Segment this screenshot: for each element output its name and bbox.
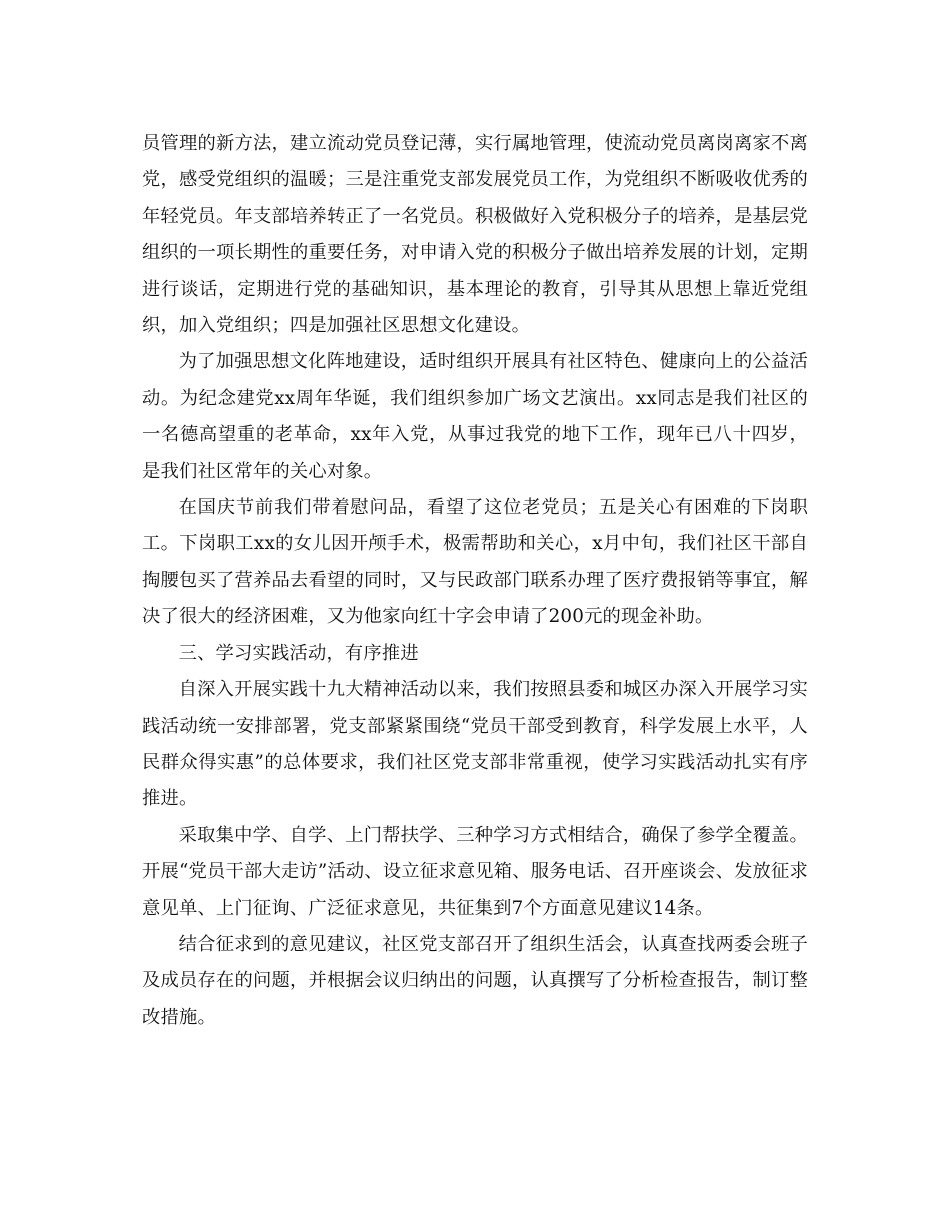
section-heading: 三、学习实践活动，有序推进	[178, 642, 419, 664]
paragraph-1: 员管理的新方法，建立流动党员登记薄，实行属地管理，使流动党员离岗离家不离党，感受党组织的温暖；三是注重党支部发展党员工作，为党组织不断吸收优秀的年轻党员。年支部培养转正了一名党员。积极做好入党积极分子的培养，是基层党组织的一项长期性的重要任务，对申请入党的积极分子做出培养发展的计划，定期进行谈话，定期进行党的基础知识，基本理论的教育，引导其从思想上靠近党组织，加入党组织；四是加强社区思想文化建设。	[142, 133, 808, 337]
document-body	[142, 126, 808, 1036]
paragraph-3: 在国庆节前我们带着慰问品，看望了这位老党员；五是关心有困难的下岗职工。下岗职工xx的女儿因开颅手术，极需帮助和关心，x月中旬，我们社区干部自掏腰包买了营养品去看望的同时，又与民政部门联系办理了医疗费报销等事宜，解决了很大的经济困难，又为他家向红十字会申请了200元的现金补助。	[142, 497, 808, 628]
paragraph-4: 自深入开展实践十九大精神活动以来，我们按照县委和城区办深入开展学习实践活动统一安排部署，党支部紧紧围绕“党员干部受到教育，科学发展上水平，人民群众得实惠”的总体要求，我们社区党支部非常重视，使学习实践活动扎实有序推进。	[142, 679, 808, 810]
paragraph-2: 为了加强思想文化阵地建设，适时组织开展具有社区特色、健康向上的公益活动。为纪念建党xx周年华诞，我们组织参加广场文艺演出。xx同志是我们社区的一名德高望重的老革命，xx年入党，从事过我党的地下工作，现年已八十四岁，是我们社区常年的关心对象。	[142, 351, 808, 482]
paragraph-6: 结合征求到的意见建议，社区党支部召开了组织生活会，认真查找两委会班子及成员存在的问题，并根据会议归纳出的问题，认真撰写了分析检查报告，制订整改措施。	[142, 933, 808, 1028]
paragraph-5: 采取集中学、自学、上门帮扶学、三种学习方式相结合，确保了参学全覆盖。开展“党员干部大走访”活动、设立征求意见箱、服务电话、召开座谈会、发放征求意见单、上门征询、广泛征求意见，共征集到7个方面意见建议14条。	[142, 824, 808, 919]
